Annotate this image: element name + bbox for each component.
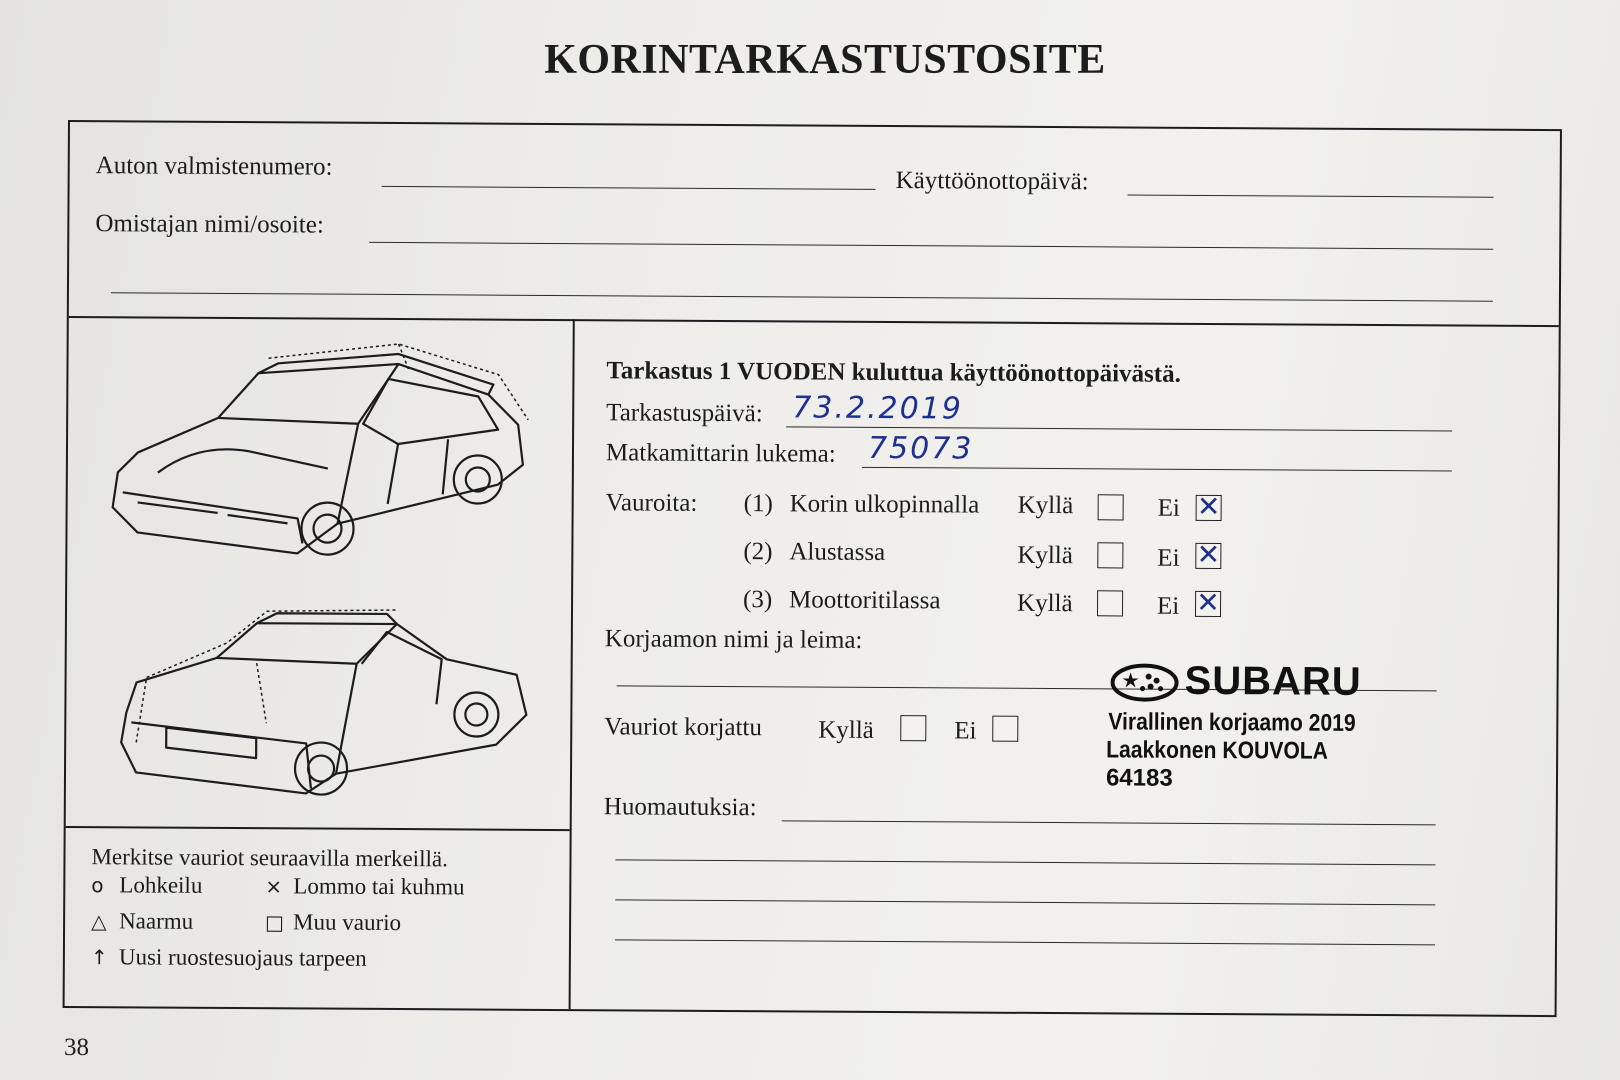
stamp-line1: Virallinen korjaamo 2019 [1108,708,1356,737]
checkmark-x-icon: ✕ [1196,537,1221,572]
damage-yes-checkbox-1[interactable] [1098,494,1124,520]
car-front-three-quarter-icon [97,322,539,575]
legend-divider [66,826,570,831]
damage-yes-label-2: Kyllä [1017,541,1073,570]
owner-field-line2[interactable] [111,292,1493,301]
damage-num-3: (3) [743,586,773,614]
damage-num-2: (2) [743,538,773,566]
vin-field[interactable] [382,186,876,190]
notes-line-3[interactable] [615,899,1435,905]
column-divider [569,319,575,1009]
odometer-label: Matkamittarin lukema: [605,439,836,468]
notes-line-2[interactable] [615,859,1435,865]
odometer-value[interactable]: 75073 [867,430,974,467]
damage-no-checkbox-3[interactable] [1195,585,1221,620]
repaired-no-checkbox[interactable] [992,716,1018,742]
workshop-label: Korjaamon nimi ja leima: [604,625,863,654]
damage-yes-checkbox-2[interactable] [1097,542,1123,568]
inspection-date-value[interactable]: 73.2.2019 [792,390,964,427]
subaru-stars-logo-icon [1110,662,1178,702]
damage-no-checkbox-2[interactable] [1195,537,1221,572]
damage-no-checkbox-1[interactable] [1196,489,1222,524]
vin-label: Auton valmistenumero: [95,152,333,181]
checkmark-x-icon: ✕ [1196,489,1221,524]
damage-no-label-1: Ei [1157,494,1180,522]
arrow-up-icon: ↑ [90,945,108,970]
checkmark-x-icon: ✕ [1196,585,1220,620]
repaired-yes-label: Kyllä [818,716,874,744]
triangle-icon: △ [91,909,107,934]
damage-num-1: (1) [743,490,773,518]
owner-field[interactable] [369,242,1493,250]
page-title: KORINTARKASTUSTOSITE [544,37,1106,83]
notes-label: Huomautuksia: [603,793,757,822]
repaired-label: Vauriot korjattu [604,713,762,742]
legend-item-scratch: △ Naarmu [91,908,194,934]
notes-line-1[interactable] [782,820,1436,825]
damage-label-1: Korin ulkopinnalla [789,490,980,519]
legend-item-chipping: o Lohkeilu [91,872,203,898]
legend-item-other: □ Muu vaurio [265,909,402,936]
damage-label: Vauroita: [605,489,698,517]
inspection-form [63,120,1562,1017]
legend-heading: Merkitse vauriot seuraavilla merkeillä. [91,844,448,872]
car-rear-three-quarter-icon [106,602,537,815]
legend-item-rustproof: ↑ Uusi ruostesuojaus tarpeen [90,944,367,971]
damage-no-label-2: Ei [1157,544,1180,572]
stamp-line2: Laakkonen KOUVOLA [1106,736,1329,765]
damage-label-2: Alustassa [789,538,886,566]
damage-no-label-3: Ei [1156,592,1180,620]
cross-icon: × [265,874,283,899]
owner-label: Omistajan nimi/osoite: [95,210,324,239]
repaired-yes-checkbox[interactable] [900,715,926,741]
legend-item-dent: × Lommo tai kuhmu [265,873,465,900]
notes-line-4[interactable] [615,939,1435,945]
repaired-no-label: Ei [954,717,977,745]
commissioning-date-field[interactable] [1128,194,1494,197]
inspection-heading: Tarkastus 1 VUODEN kuluttua käyttöönottopäivästä. [606,357,1181,388]
circle-icon: o [91,873,104,898]
damage-yes-label-1: Kyllä [1017,491,1074,520]
stamp-brand: SUBARU [1184,658,1362,704]
square-icon: □ [265,910,285,935]
odometer-line [862,467,1452,472]
date-label: Käyttöönottopäivä: [895,167,1089,196]
page-number: 38 [64,1034,89,1061]
damage-yes-checkbox-3[interactable] [1097,590,1123,616]
stamp-line3: 64183 [1105,764,1173,792]
inspection-date-label: Tarkastuspäivä: [606,399,763,428]
damage-yes-label-3: Kyllä [1016,589,1073,618]
damage-label-3: Moottoritilassa [788,586,941,615]
